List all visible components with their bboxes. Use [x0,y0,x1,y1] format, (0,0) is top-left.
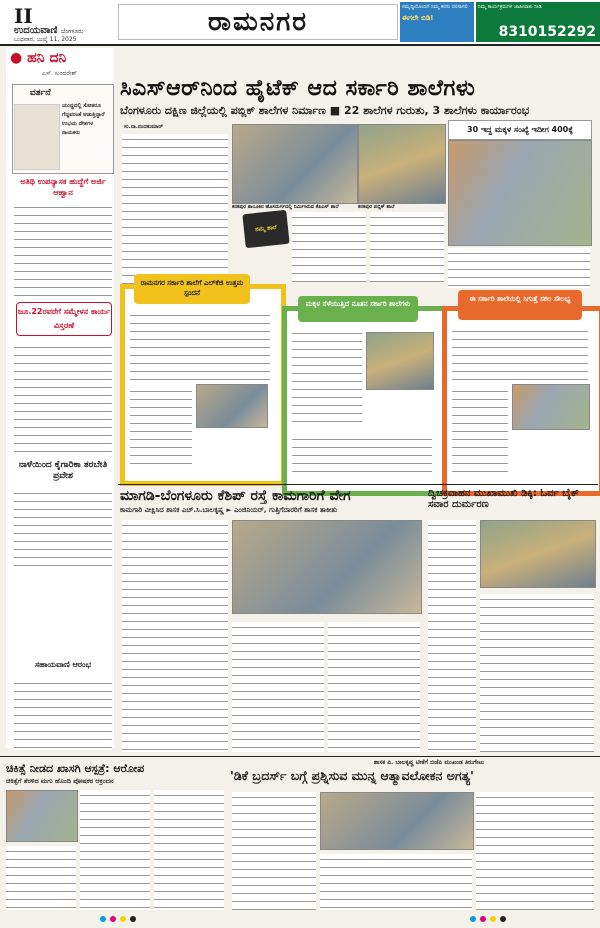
green-story-body [292,328,362,428]
mid-right-headline: ದ್ವಿಚಕ್ರವಾಹನ ಮುಖಾಮುಖಿ ಡಿಕ್ಕಿ: ಓರ್ವ ಬೈಕ್ ಸವಾರ ದುರ್ಮರಣ [428,488,579,510]
registration-mark [470,916,476,922]
registration-mark [500,916,506,922]
page-number: II [14,4,33,28]
issue-date: ಬುಧವಾರ, ಜುಲೈ 11, 2025 [14,36,77,43]
left-item-1-body [14,202,112,298]
stat-box: 30 ಇದ್ದ ಮಕ್ಕಳ ಸಂಖ್ಯೆ ಇದೀಗ 400ಕ್ಕೆ [448,120,592,140]
lead-photo-2-caption: ಕನಕಪುರ ಪಬ್ಲಿಕ್ ಶಾಲೆ [358,204,395,210]
section-divider-1 [118,484,598,485]
green-story-body-2 [292,434,432,478]
bottom-left-body-1 [80,790,150,910]
brand-city: ಬೆಂಗಳೂರು [60,28,84,35]
ad1-offer: ಈಗಲೇ ಬಿಡಿ! [402,14,434,22]
lead-photo-1-caption: ಕನಕಪುರ ತಾಲೂಕಿನ ಹೊಸದುರ್ಗದಲ್ಲಿ ನಿರ್ಮಿಸಿರುವ ಕೆಪಿಎಸ್ ಶಾಲೆ [232,204,339,210]
registration-mark [130,916,136,922]
ad2-text: ನಿಮ್ಮ ಕಾರ್ಯಕ್ರಮಗಳ ಜಾಹೀರಾತು ನೀಡಿ [478,4,542,10]
newspaper-brand [14,25,83,36]
mid-photo [232,520,422,614]
poem-text: ಯುದ್ಧದಲ್ಲಿ ಸೋತರೂ ಗೆದ್ದವರಂತೆ ಆಡುತ್ತಿದ್ದಾರೆ ಉಭಯ ದೇಶಗಳ ನಾಯಕರು [62,103,105,136]
bottom-right-kicker: ಶಾಸಕ ಪಿ. ಬಾಲಕೃಷ್ಣ ಟೀಕೆಗೆ ಬಿಜೆಪಿ ಮುಖಂಡ ತಿರುಗೇಟು [373,759,485,766]
orange-story-title: ಈ ಸರ್ಕಾರಿ ಶಾಲೆಯಲ್ಲಿ ಸಿಗುತ್ತೆ ಸಕಲ ಸೌಲಭ್ಯ [458,290,582,320]
left-item-1-title: ಅತಿಥಿ ಉಪನ್ಯಾಸಕ ಹುದ್ದೆಗೆ ಅರ್ಜಿ ಆಹ್ವಾನ [20,177,106,197]
lead-body-col-1 [122,134,228,284]
hospital-photo [6,790,78,842]
lead-body-col-3 [370,212,444,282]
green-story-photo [366,332,434,390]
registration-mark [120,916,126,922]
ad2-phone: 8310152292 [498,24,596,40]
lead-photo-1 [232,124,358,204]
orange-story-photo [512,384,590,430]
column-title: ● ಹನಿ ದನಿ [10,50,67,66]
poem-illustration [14,104,60,170]
advertisement-1[interactable] [400,2,474,42]
advertisement-2[interactable] [476,2,600,42]
bottom-left-body-3 [6,846,76,910]
honey-icon: ● [10,50,23,66]
bottom-left-subhead: ಚಿಕಿತ್ಸೆಗೆ ತೆರಳಿದ ಮಗು ಹೊಂದಿ ಪೋಷಕರ ಆಕ್ರಂದನ [6,777,114,785]
lead-photo-3 [448,140,592,246]
yellow-story-body [130,310,270,380]
brand-name: ಉದಯವಾಣಿ [14,25,58,36]
press-meet-photo [320,792,474,850]
lead-photo-2 [358,124,446,204]
mid-right-body-1 [428,520,476,752]
left-item-3-body [14,488,112,568]
mid-right-body-2 [480,594,594,752]
left-item-2-title: ಜೂ.22ರವರೆಗೆ ಸಮ್ಮೇಳನ ಕಾರ್ಯ ವಿಸ್ತರಣೆ [16,302,112,336]
registration-mark [100,916,106,922]
school-logo-badge: ನಮ್ಮ ಶಾಲೆ [242,210,289,248]
registration-mark [110,916,116,922]
lead-headline: ಸಿಎಸ್‌ಆರ್‌ನಿಂದ ಹೈಟೆಕ್ ಆದ ಸರ್ಕಾರಿ ಶಾಲೆಗಳು [120,76,476,101]
edition-title: ರಾಮನಗರ [118,4,398,40]
left-item-3-title: ನಾಳೆಯಿಂದ ಕೈಗಾರಿಕಾ ತರಬೇತಿ ಪ್ರವೇಶ [18,460,108,481]
green-story-title: ಮಕ್ಕಳ ಸೆಳೆಯುತ್ತಿದೆ ನೂತನ ಸರ್ಕಾರಿ ಶಾಲೆಗಳು [298,296,418,322]
lead-subhead: ಬೆಂಗಳೂರು ದಕ್ಷಿಣ ಜಿಲ್ಲೆಯಲ್ಲಿ ಪಬ್ಲಿಕ್ ಶಾಲೆಗಳ ನಿರ್ಮಾಣ ■ 22 ಶಾಲೆಗಳ ಗುರುತು, 3 ಶಾಲೆಗಳು ಕಾರ್ಯಾರಂಭ [120,104,530,117]
bottom-right-body-2 [320,854,472,910]
bottom-right-headline: 'ಡಿಕೆ ಬ್ರದರ್ಸ್ ಬಗ್ಗೆ ಪ್ರಶ್ನಿಸುವ ಮುನ್ನ ಆತ್ಮಾವಲೋಕನ ಅಗತ್ಯ' [230,768,474,783]
orange-story-body-2 [452,386,508,478]
left-item-2-body [14,342,112,454]
lead-byline: ಸು.ನಾ.ನಂದಕುಮಾರ್ [124,124,163,130]
section-divider-2 [0,756,600,757]
left-item-4-body [14,678,112,750]
registration-mark [480,916,486,922]
yellow-story-title: ರಾಮನಗರ ಸರ್ಕಾರಿ ಶಾಲೆಗೆ ಎಲ್‌ಕೆಜಿ ಉತ್ತಮ ಸ್ಪಂದನೆ [134,274,250,304]
bottom-right-body-1 [232,792,316,910]
mid-body-col-3 [328,622,420,752]
mid-body-col-2 [232,622,324,752]
column-byline: ಎಸ್. ಸುಂದರೇಶ್ [42,70,77,77]
ad1-text: ಸಮೃದ್ಧಿಯೊಂದಿಗೆ ನಿಮ್ಮ ಕನಸು ನನಸಾಗಲಿ [402,4,468,10]
lead-body-col-2 [292,212,366,282]
poem-title: ವರ್ತನೆ [30,88,51,98]
bottom-left-headline: ಚಿಕಿತ್ಸೆ ನೀಡದ ಖಾಸಗಿ ಆಸ್ಪತ್ರೆ: ಆರೋಪ [6,762,145,775]
mid-body-col-1 [122,520,228,752]
orange-story-body [452,326,588,382]
registration-mark [490,916,496,922]
yellow-story-body-2 [130,386,192,468]
lead-body-col-4 [448,248,590,288]
bottom-right-body-3 [476,792,594,910]
bottom-left-body-2 [154,790,224,910]
yellow-story-photo [196,384,268,428]
mid-subhead: ಕಾಮಗಾರಿ ವೀಕ್ಷಿಸಿದ ಶಾಸಕ ಎಚ್.ಸಿ.ಬಾಲಕೃಷ್ಣ ► ಎಂಜಿನಿಯರ್, ಗುತ್ತಿಗೆದಾರರಿಗೆ ಶಾಸಕ ತಾಕೀತು [120,506,338,514]
accident-photo [480,520,596,588]
mid-headline: ಮಾಗಡಿ-ಬೆಂಗಳೂರು ಕೆಶಿಪ್ ರಸ್ತೆ ಕಾಮಗಾರಿಗೆ ವೇಗ [120,488,351,504]
left-item-4-title: ಸಹಾಯವಾಣಿ ಆರಂಭ [34,660,92,669]
